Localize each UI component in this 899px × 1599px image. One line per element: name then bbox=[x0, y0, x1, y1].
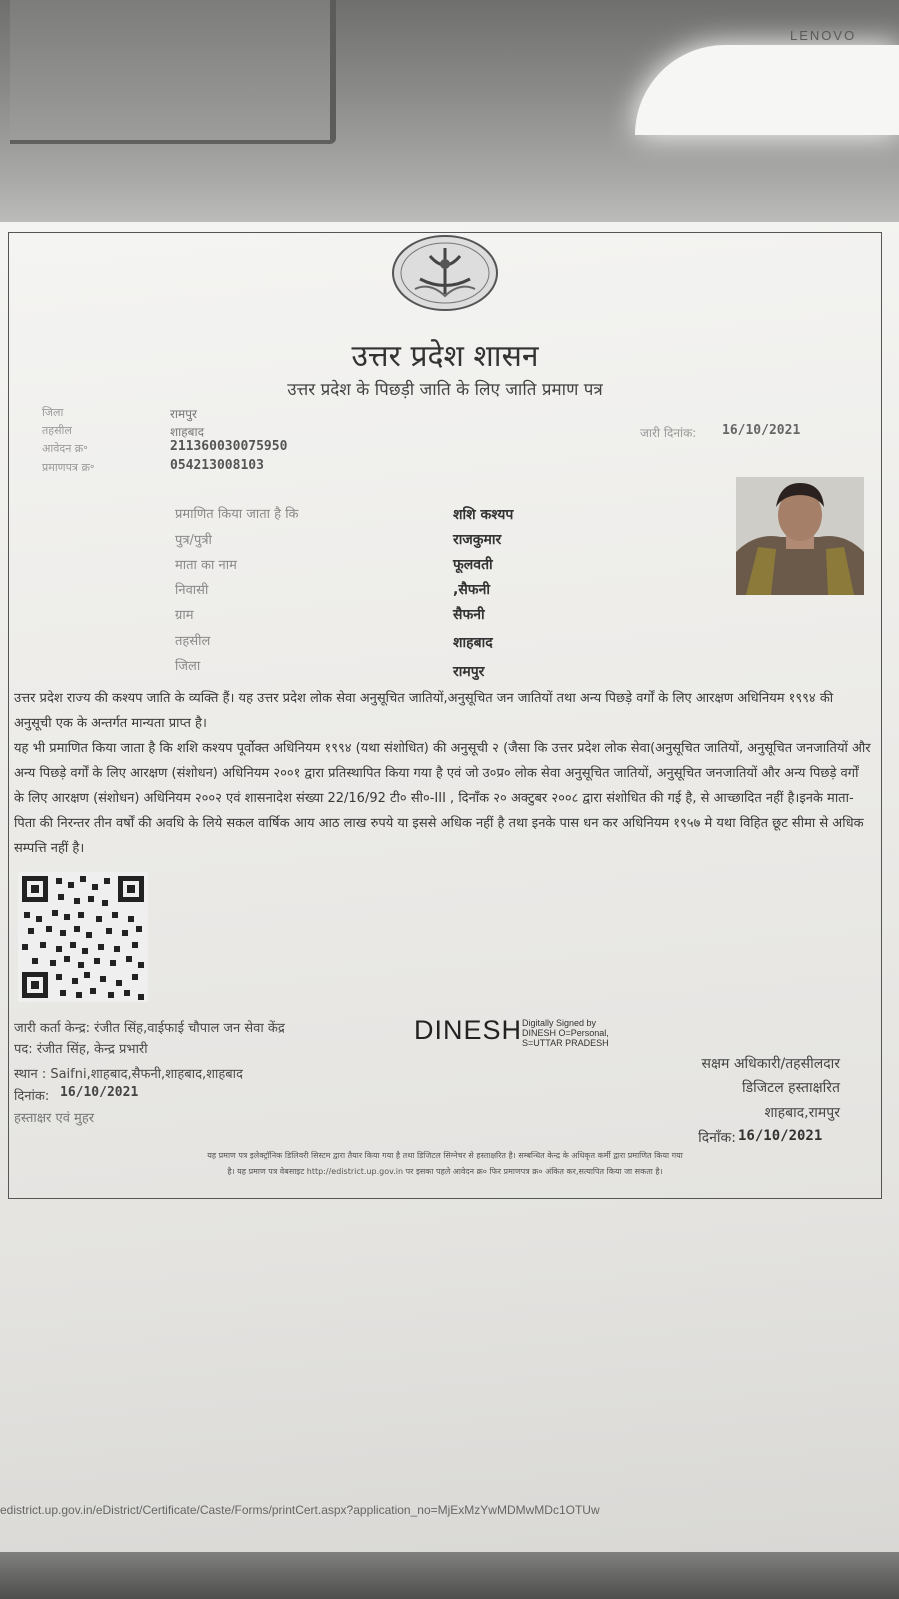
up-state-emblem-icon bbox=[390, 234, 500, 312]
officer-date-value: 16/10/2021 bbox=[738, 1128, 823, 1144]
father-label: पुत्र/पुत्री bbox=[175, 533, 212, 548]
village-label: ग्राम bbox=[175, 608, 194, 623]
qr-code bbox=[18, 872, 148, 1002]
certificate-no-label: प्रमाणपत्र क्र॰ bbox=[42, 461, 95, 474]
issuer-date-value: 16/10/2021 bbox=[60, 1085, 139, 1100]
district-field-value: रामपुर bbox=[453, 664, 485, 680]
digital-signature-note bbox=[522, 1018, 634, 1048]
officer-date-label: दिनाँक: bbox=[698, 1130, 736, 1146]
mother-label: माता का नाम bbox=[175, 558, 237, 573]
issuer-post: पद: रंजीत सिंह, केन्द्र प्रभारी bbox=[14, 1042, 148, 1057]
print-url: edistrict.up.gov.in/eDistrict/Certificate/Caste/Forms/printCert.aspx?application_no=MjExMzYwMDMwMDc1OTUw bbox=[0, 1503, 600, 1517]
issuer-date-label: दिनांक: bbox=[14, 1089, 50, 1104]
issuer-place: स्थान : Saifni,शाहबाद,सैफनी,शाहबाद,शाहबाद bbox=[14, 1067, 243, 1082]
mother-name: फूलवती bbox=[453, 557, 493, 573]
tehsil-label: तहसील bbox=[42, 424, 72, 437]
footnote-line: यह प्रमाण पत्र इलेक्ट्रॉनिक डिलिवरी सिस्टम द्वारा तैयार किया गया है तथा डिजिटल सिग्नेचर से हस्ताक्षरित है। सम्बन्धित केन्द्र के अधिकृत कर्मी द्वारा प्रमाणित किया गया bbox=[207, 1151, 683, 1160]
footnote-line: है। यह प्रमाण पत्र वेबसाइट http://edistrict.up.gov.in पर इसका पहले आवेदन क्र० फिर प्रमाणपत्र क्र० अंकित कर,सत्यापित किया जा सकता है। bbox=[227, 1167, 663, 1176]
certificate-subheading: उत्तर प्रदेश के पिछड़ी जाति के लिए जाति प्रमाण पत्र bbox=[287, 380, 603, 400]
application-no-label: आवेदन क्र॰ bbox=[42, 442, 88, 455]
certify-label: प्रमाणित किया जाता है कि bbox=[175, 507, 299, 522]
issue-date-label: जारी दिनांक: bbox=[640, 426, 697, 440]
officer-digitally-signed: डिजिटल हस्ताक्षरित bbox=[742, 1080, 840, 1096]
officer-place: शाहबाद,रामपुर bbox=[764, 1105, 840, 1121]
district-field-label: जिला bbox=[175, 659, 201, 674]
village-value: सैफनी bbox=[453, 607, 485, 623]
father-name: राजकुमार bbox=[453, 532, 502, 548]
application-no-value: 211360030075950 bbox=[170, 439, 288, 454]
brand-label: LENOVO bbox=[790, 28, 857, 43]
district-label: जिला bbox=[42, 406, 64, 419]
signature-note-line: DINESH O=Personal, bbox=[522, 1028, 609, 1038]
sign-and-seal-label: हस्ताक्षर एवं मुहर bbox=[14, 1111, 95, 1126]
issue-date-value: 16/10/2021 bbox=[722, 423, 801, 438]
income-statement: यह भी प्रमाणित किया जाता है कि शशि कश्यप पूर्वोक्त अधिनियम १९९४ (यथा संशोधित) की अनुसूची २ (जैसा कि उत्तर प्रदेश लोक सेवा(अनुसूचित जातियों, अनुसूचित जनजातियों और अन्य पिछड़े वर्गों के लिए आरक्षण (संशोधन) अधिनियम २००१ द्वारा प्रतिस्थापित किया गया है एवं जो उ०प्र० लोक सेवा अनुसूचित जातियों, अनुसूचित जनजातियों और अन्य पिछड़े वर्गों के लिए आरक्षण (संशोधन) अधिनियम २००२ एवं शासनादेश संख्या 22/16/92 टी० सी०-III , दिनाँक २० अक्टुबर २००८ द्वारा संशोधित की गई है, से आच्छादित नहीं है।इनके माता-पिता की निरन्तर तीन वर्षों की अवधि के लिये सकल वार्षिक आय आठ लाख रुपये या इससे अधिक नहीं है तथा इनके पास धन कर अधिनियम १९५७ मे यथा विहित छूट सीमा से अधिक सम्पत्ति नहीं है। bbox=[14, 741, 871, 856]
digital-signer-name: DINESH bbox=[414, 1015, 523, 1045]
resident-label: निवासी bbox=[175, 583, 209, 598]
signature-note-line: S=UTTAR PRADESH bbox=[522, 1038, 609, 1048]
certificate-paper bbox=[0, 222, 899, 1552]
certificate-no-value: 054213008103 bbox=[170, 458, 264, 473]
signature-note-line: Digitally Signed by bbox=[522, 1018, 597, 1028]
applicant-name: शशि कश्यप bbox=[453, 507, 514, 523]
scanner-lid bbox=[10, 0, 336, 144]
tehsil-field-value: शाहबाद bbox=[453, 635, 493, 651]
tehsil-value: शाहबाद bbox=[170, 425, 204, 439]
certificate-heading: उत्तर प्रदेश शासन bbox=[351, 339, 539, 374]
district-value: रामपुर bbox=[170, 407, 197, 421]
issuing-center: जारी कर्ता केन्द्र: रंजीत सिंह,वाईफाई चौपाल जन सेवा केंद्र bbox=[14, 1021, 285, 1036]
caste-statement: उत्तर प्रदेश राज्य की कश्यप जाति के व्यक्ति हैं। यह उत्तर प्रदेश लोक सेवा अनुसूचित जातियों,अनुसूचित जन जातियों तथा अन्य पिछड़े वर्गों के लिए आरक्षण अधिनियम १९९४ की अनुसूची एक के अन्तर्गत मान्यता प्राप्त है। bbox=[14, 691, 834, 731]
resident-value: ,सैफनी bbox=[453, 582, 490, 598]
tehsil-field-label: तहसील bbox=[175, 634, 211, 649]
applicant-photo bbox=[736, 477, 864, 595]
officer-title: सक्षम अधिकारी/तहसीलदार bbox=[701, 1056, 840, 1072]
